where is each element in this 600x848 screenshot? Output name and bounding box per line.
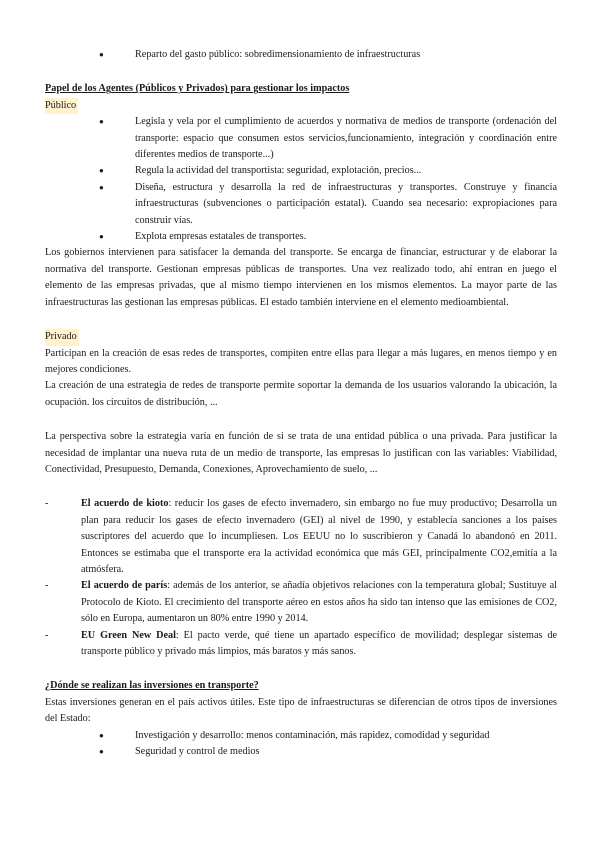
document-content <box>45 47 557 760</box>
privado-paragraph-1: Participan en la creación de esas redes de transportes, compiten entre ellas para llegar a más lugares, en menos tiempo y en mejores condiciones. <box>45 347 557 375</box>
agreement-text: : El pacto verde, qué tiene un apartado específico de movilidad; desplegar sistemas de transporte público y privado más limpios, más baratos y más sanos. <box>81 629 557 657</box>
list-item: ● Seguridad y control de medios <box>99 744 557 760</box>
label-publico: Público <box>45 98 78 114</box>
label-privado: Privado <box>45 329 79 345</box>
dash-marker: - <box>45 580 49 592</box>
agreement-text: : reducir los gases de efecto invernadero, sin embargo no fue muy productivo; Desarrolla un plan para reducir los gases de efecto invernadero (GEI) al nivel de 1990, y establecía sanciones a los países suscriptores del acuerdo que lo incumpliesen. Los EEUU no lo suscribieron y Canadá lo abandonó en 2011. Entonces se estimaba que el transporte era la actividad económica que más GEI, principalmente CO2,emitía a la atmósfera. <box>81 498 557 575</box>
perspectiva-paragraph: La perspectiva sobre la estrategia varía en función de si se trata de una entidad pública o una privada. Para justificar la necesidad de implantar una nueva ruta de un medio de transporte, las empresas lo justifican con las variables: Viabilidad, Conectividad, Presupuesto, Demanda, Conexiones, Aprovechamiento de suelo, ... <box>45 431 557 475</box>
agreement-title: EU Green New Deal <box>81 629 176 641</box>
agreement-title: El acuerdo de parís <box>81 580 168 592</box>
privado-paragraph-2: La creación de una estrategia de redes de transporte permite soportar la demanda de los usuarios valorando la ubicación, la ocupación. los circuitos de distribución, ... <box>45 380 557 408</box>
dash-marker: - <box>45 498 49 510</box>
section-heading-agentes: Papel de los Agentes (Públicos y Privados) para gestionar los impactos <box>45 83 350 95</box>
inversiones-paragraph: Estas inversiones generan en el país activos útiles. Este tipo de infraestructuras se diferencian de otros tipos de inversiones del Estado: <box>45 696 557 725</box>
section-heading-inversiones: ¿Dónde se realizan las inversiones en transporte? <box>45 680 259 692</box>
list-item: ● Investigación y desarrollo: menos contaminación, más rapidez, comodidad y seguridad <box>99 728 557 744</box>
agreement-title: El acuerdo de kioto <box>81 498 169 510</box>
agreement-green-deal <box>45 628 557 661</box>
list-item: ● Regula la actividad del transportista: seguridad, explotación, precios... <box>99 163 557 179</box>
agreement-text: : además de los anterior, se añadía objetivos relaciones con la temperatura global; Sustituye al Protocolo de Kioto. El crecimiento del transporte aéreo en estos años ha sido tan intenso que las emisiones de CO2, sólo en Europa, aumentaron un 80% entre 1990 y 2014. <box>81 580 557 625</box>
inversiones-bullet-list <box>45 728 557 761</box>
list-item: ● Reparto del gasto público: sobredimensionamiento de infraestructuras <box>99 47 557 63</box>
list-item: ● Legisla y vela por el cumplimiento de acuerdos y normativa de medios de transporte (ordenación del transporte: espacio que consumen estos servicios,funcionamiento, integración y coordinación entre diferentes medios de transporte...) <box>99 114 557 163</box>
list-item: ● Diseña, estructura y desarrolla la red de infraestructuras y transportes. Construye y financia infraestructuras (subvenciones o participación estatal). Cuando sea necesario: expropiaciones para construir vías. <box>99 180 557 229</box>
publico-paragraph: Los gobiernos intervienen para satisfacer la demanda del transporte. Se encarga de financiar, estructurar y de elaborar la normativa del transporte. Gestionan empresas públicas de transportes. Una vez realizado todo, ahí entran en juego el elemento de las empresas privadas, que al mismo tiempo intervienen en los mismos elementos. La mayor parte de las infraestructuras las gestionan las empresas públicas. El estado también interviene en el elemento medioambiental. <box>45 247 557 308</box>
publico-bullet-list <box>45 114 557 245</box>
list-item: ● Explota empresas estatales de transportes. <box>99 229 557 245</box>
agreement-kioto <box>45 496 557 578</box>
dash-marker: - <box>45 629 49 641</box>
top-bullet-list <box>45 47 557 63</box>
agreement-paris <box>45 578 557 627</box>
